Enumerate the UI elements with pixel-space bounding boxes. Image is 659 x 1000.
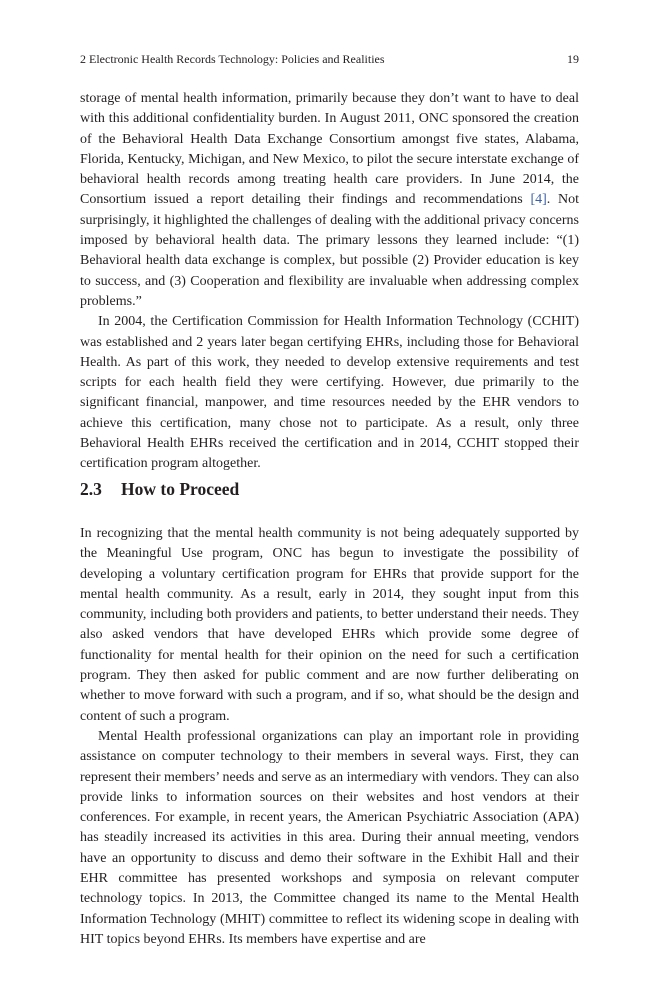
paragraph: Mental Health professional organizations can play an important role in providing assistance on computer technology to their members in several ways. First, they can represent their members’ needs and serve as an intermediary with vendors. They can also provide links to information sources on their websites and host vendors at their conferences. For example, in recent years, the American Psychiatric Association (APA) has steadily increased its activities in this area. During their annual meeting, vendors have an opportunity to discuss and demo their software in the Exhibit Hall and their EHR committee has presented workshops and symposia on relevant computer technology topics. In 2013, the Committee changed its name to the Mental Health Information Technology (MHIT) committee to reflect its widening scope in dealing with HIT topics beyond EHRs. Its members have expertise and are	[80, 728, 579, 947]
paragraph: In recognizing that the mental health community is not being adequately supported by the Meaningful Use program, ONC has begun to investigate the possibility of developing a voluntary certification program for EHRs that provide support for the mental health community. As a result, early in 2014, they sought input from this community, including both providers and patients, to better understand their needs. They also asked vendors that have developed EHRs which provide some degree of functionality for mental health for their opinion on the need for such a certification program. They then asked for public comment and are now further deliberating on whether to move forward with such a program, and if so, what should be the design and content of such a program.	[80, 526, 579, 724]
paragraph: In 2004, the Certification Commission for Health Information Technology (CCHIT) was established and 2 years later began certifying EHRs, including those for Behavioral Health. As part of this work, they needed to develop extensive requirements and test scripts for each health field they were certifying. However, due primarily to the significant financial, manpower, and time resources needed by the EHR vendors to achieve this certification, many chose not to participate. As a result, only three Behavioral Health EHRs received the certification and in 2014, CCHIT stopped their certification program altogether.	[80, 314, 579, 472]
section-number: 2.3	[80, 479, 102, 499]
section-title: How to Proceed	[121, 479, 240, 499]
page-number: 19	[567, 52, 579, 66]
body-text-top	[80, 89, 579, 475]
body-text-bottom	[80, 524, 579, 950]
paragraph-text: . Not surprisingly, it highlighted the challenges of dealing with the additional privacy concerns imposed by behavioral health data. The primary lessons they learned include: “(1) Behavioral health data exchange is complex, but possible (2) Provider education is key to success, and (3) Cooperation and flexibility are invaluable when addressing complex problems.”	[80, 192, 580, 309]
running-title: 2 Electronic Health Records Technology: Policies and Realities	[80, 52, 385, 66]
section-heading	[80, 478, 579, 500]
citation-link[interactable]: [4]	[530, 192, 547, 208]
paragraph	[80, 89, 579, 312]
paragraph-text: storage of mental health information, primarily because they don’t want to have to deal with this additional confidentiality burden. In August 2011, ONC sponsored the creation of the Behavioral Health Data Exchange Consortium amongst five states, Alabama, Florida, Kentucky, Michigan, and New Mexico, to pilot the secure interstate exchange of behavioral health records among treating health care providers. In June 2014, the Consortium issued a report detailing their findings and recommendations	[80, 91, 579, 208]
